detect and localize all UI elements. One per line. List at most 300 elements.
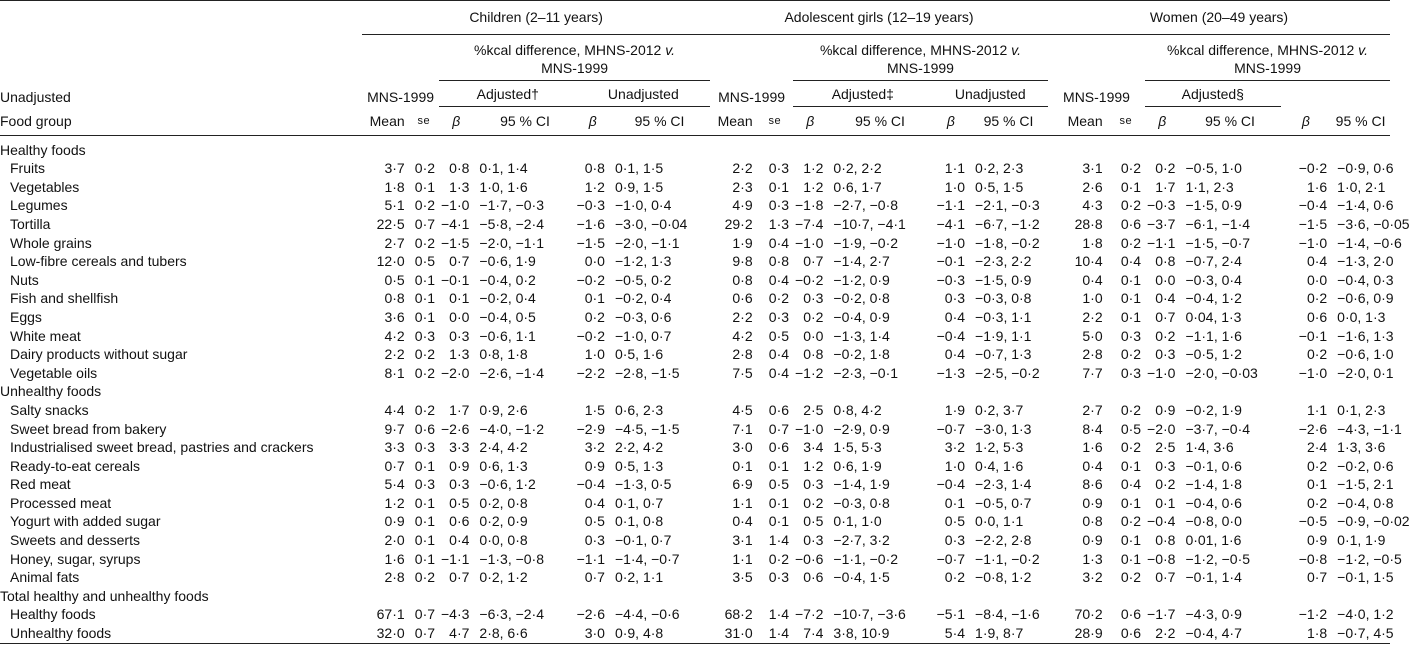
table-cell: 3·0 <box>584 625 605 642</box>
table-cell: 0·2 <box>1306 290 1328 307</box>
table-cell: 3·3 <box>449 439 470 456</box>
food-group-name: Sweet bread from bakery <box>10 420 167 437</box>
table-cell: −1·1, −0·2 <box>833 550 899 567</box>
table-cell: 1·0 <box>584 346 605 363</box>
table-cell: 0·6 <box>414 420 436 437</box>
table-cell: 68·2 <box>724 606 753 623</box>
table-cell: 0·2 <box>1120 401 1142 418</box>
table-cell: −1·2, 1·3 <box>614 253 672 270</box>
table-cell: 0·2 <box>1155 476 1176 493</box>
table-cell: −4·0, 1·2 <box>1337 606 1394 623</box>
table-cell: 1·1 <box>1306 401 1328 418</box>
table-cell: 0·9, 4·8 <box>614 625 664 642</box>
mean-header: Mean <box>369 113 405 130</box>
table-cell: −1·1, −0·2 <box>975 550 1040 567</box>
table-cell: 0·1 <box>768 178 790 195</box>
table-cell: 0·1 <box>1120 308 1142 325</box>
table-cell: 0·2 <box>1120 569 1142 586</box>
table-cell: −1·0 <box>1298 234 1328 251</box>
table-cell: 2·2 <box>1082 308 1103 325</box>
table-cell: 1·3 <box>1082 550 1103 567</box>
table-row <box>0 457 1390 476</box>
table-cell: −0·5, 0·2 <box>614 271 672 288</box>
table-cell: −1·9, −0·2 <box>833 234 899 251</box>
table-cell: 0·4 <box>1306 253 1328 270</box>
table-cell: 1·9 <box>944 401 966 418</box>
table-cell: 3·4 <box>803 439 824 456</box>
section-title: Total healthy and unhealthy foods <box>0 587 209 604</box>
food-group-name: Dairy products without sugar <box>10 346 188 363</box>
table-cell: 0·7 <box>1306 569 1328 586</box>
table-cell: 2·5 <box>1155 439 1176 456</box>
table-cell: 1·0 <box>1082 290 1103 307</box>
table-cell: 0·6 <box>768 439 790 456</box>
table-cell: 0·1 <box>414 290 436 307</box>
table-row <box>0 271 1390 290</box>
table-cell: 0·1 <box>1120 457 1142 474</box>
table-cell: −2·0, −1·1 <box>614 234 680 251</box>
mns-children: MNS-1999 <box>367 89 435 106</box>
se-header: se <box>1119 115 1133 128</box>
table-cell: 10·4 <box>1074 253 1103 270</box>
table-cell: 0·7 <box>414 215 436 232</box>
table-cell: 0·2 <box>584 308 605 325</box>
table-cell: 0·1 <box>1120 494 1142 511</box>
table-cell: −6·3, −2·4 <box>479 606 545 623</box>
table-cell: −2·0 <box>440 364 470 381</box>
table-cell: 0·1 <box>768 513 790 530</box>
table-cell: 0·1, 1·0 <box>833 513 882 530</box>
table-cell: −0·4 <box>936 327 966 344</box>
table-cell: 0·04, 1·3 <box>1185 308 1242 325</box>
mean-header: Mean <box>717 113 753 130</box>
table-cell: 0·9 <box>1155 401 1176 418</box>
table-cell: −2·6 <box>1298 420 1328 437</box>
table-cell: −2·7, −0·8 <box>833 197 899 214</box>
table-cell: 0·1 <box>1120 290 1142 307</box>
table-cell: −6·1, −1·4 <box>1185 215 1251 232</box>
table-cell: 0·1 <box>414 457 436 474</box>
table-cell: 1·4 <box>768 625 790 642</box>
table-cell: 0·1, 0·8 <box>614 513 664 530</box>
table-cell: 1·3 <box>768 215 790 232</box>
table-cell: 0·5 <box>384 271 405 288</box>
table-cell: −4·0, −1·2 <box>479 420 545 437</box>
table-cell: −2·6 <box>440 420 470 437</box>
table-row <box>0 605 1390 624</box>
table-cell: −0·1, 0·6 <box>1185 457 1242 474</box>
table-cell: 0·1 <box>414 308 436 325</box>
table-cell: −0·2, 0·6 <box>1337 457 1394 474</box>
food-group-name: Sweets and desserts <box>10 532 140 549</box>
table-cell: 0·5, 1·5 <box>975 178 1024 195</box>
table-cell: −1·0 <box>440 197 470 214</box>
table-cell: −1·0 <box>795 420 824 437</box>
table-cell: 5·4 <box>384 476 405 493</box>
table-cell: 0·4 <box>584 494 605 511</box>
table-cell: 0·2 <box>1120 346 1142 363</box>
food-group-name: Legumes <box>10 197 68 214</box>
table-cell: 3·6 <box>384 308 405 325</box>
table-cell: −1·8, −0·2 <box>975 234 1040 251</box>
table-cell: 2·8 <box>732 346 753 363</box>
table-cell: 22·5 <box>376 215 405 232</box>
table-cell: −1·5 <box>440 234 470 251</box>
table-cell: 0·6, 1·9 <box>833 457 882 474</box>
table-cell: 0·8 <box>1082 513 1103 530</box>
table-cell: −1·7, −0·3 <box>479 197 545 214</box>
table-cell: 0·3 <box>1155 346 1176 363</box>
table-cell: 0·1 <box>414 532 436 549</box>
table-cell: 0·2 <box>414 234 436 251</box>
table-cell: 0·2 <box>1120 439 1142 456</box>
table-cell: 0·1 <box>768 494 790 511</box>
table-cell: 0·1 <box>1306 476 1328 493</box>
table-cell: −4·4, −0·6 <box>614 606 680 623</box>
table-cell: −1·7 <box>1147 606 1176 623</box>
table-cell: −1·1 <box>576 550 605 567</box>
table-cell: 0·1 <box>732 457 753 474</box>
table-cell: 3·2 <box>1082 569 1103 586</box>
table-cell: 0·6 <box>1120 215 1142 232</box>
table-cell: 3·0 <box>732 439 753 456</box>
table-cell: −0·6, 1·1 <box>479 327 536 344</box>
table-cell: −0·7, 2·4 <box>1185 253 1242 270</box>
table-cell: 0·6, 1·7 <box>833 178 882 195</box>
table-cell: 0·0 <box>584 253 605 270</box>
table-cell: 0·1 <box>1120 178 1142 195</box>
table-cell: 3·1 <box>1082 160 1103 177</box>
table-cell: 1·5, 5·3 <box>833 439 882 456</box>
table-cell: −4·1 <box>440 215 470 232</box>
table-cell: 0·6 <box>732 290 753 307</box>
table-cell: −2·2 <box>576 364 605 381</box>
table-cell: 0·8 <box>1155 532 1176 549</box>
table-cell: 0·6, 1·3 <box>479 457 528 474</box>
table-cell: 0·6 <box>1120 625 1142 642</box>
table-cell: 7·5 <box>732 364 753 381</box>
table-cell: −0·7, 4·5 <box>1337 625 1394 642</box>
table-cell: −1·1, 1·6 <box>1185 327 1242 344</box>
table-cell: −1·4, 1·8 <box>1185 476 1242 493</box>
table-cell: −6·7, −1·2 <box>975 215 1040 232</box>
table-cell: 0·6 <box>1120 606 1142 623</box>
ci-header: 95 % CI <box>855 113 905 130</box>
table-cell: −0·2 <box>1298 160 1328 177</box>
table-cell: −0·7, 1·3 <box>975 346 1032 363</box>
table-body <box>0 135 1410 643</box>
adjusted-children: Adjusted† <box>439 81 577 107</box>
table-cell: −1·0 <box>1298 364 1328 381</box>
kcal-diff-adolescent: %kcal difference, MHNS-2012 v. MNS-1999 <box>793 35 1048 81</box>
food-group-name: White meat <box>10 327 81 344</box>
group-adolescent-header: Adolescent girls (12–19 years) <box>710 1 1048 35</box>
table-cell: −1·3, 1·4 <box>833 327 890 344</box>
table-cell: −3·0, −0·04 <box>614 215 688 232</box>
table-cell: −0·1, 1·4 <box>1185 569 1242 586</box>
table-cell: −0·2, 0·8 <box>833 290 890 307</box>
table-cell: 0·4 <box>1120 253 1142 270</box>
table-cell: 0·2 <box>1120 234 1142 251</box>
group-women-header: Women (20–49 years) <box>1048 1 1390 35</box>
table-cell: 2·5 <box>803 401 824 418</box>
table-cell: −2·0, −1·1 <box>479 234 545 251</box>
table-cell: −1·4, −0·6 <box>1337 234 1402 251</box>
table-cell: 1·1 <box>944 160 966 177</box>
table-cell: 0·8 <box>1155 253 1176 270</box>
table-cell: 4·5 <box>732 401 753 418</box>
table-cell: 0·5 <box>768 327 790 344</box>
table-cell: 0·8 <box>768 253 790 270</box>
table-row <box>0 289 1390 308</box>
food-group-name: Nuts <box>10 271 39 288</box>
table-cell: 1·1, 2·3 <box>1185 178 1234 195</box>
table-cell: 0·8 <box>449 160 470 177</box>
table-row <box>0 531 1390 550</box>
table-cell: 1·0, 2·1 <box>1337 178 1386 195</box>
table-cell: 0·1, 1·4 <box>479 160 528 177</box>
table-cell: −0·6 <box>795 550 824 567</box>
table-cell: −1·3, 0·5 <box>614 476 672 493</box>
table-cell: −1·9, 1·1 <box>975 327 1032 344</box>
table-cell: 0·3 <box>803 290 824 307</box>
table-cell: −1·2 <box>795 364 824 381</box>
table-cell: 0·5 <box>803 513 824 530</box>
table-cell: 3·1 <box>732 532 753 549</box>
table-cell: 0·6 <box>449 513 470 530</box>
table-cell: 2·3 <box>732 178 753 195</box>
table-cell: −2·6, −1·4 <box>479 364 545 381</box>
table-cell: 1·0 <box>944 178 966 195</box>
table-cell: −2·6 <box>576 606 605 623</box>
table-cell: −1·6 <box>576 215 605 232</box>
table-cell: 1·7 <box>449 401 470 418</box>
table-cell: −0·4 <box>1298 197 1328 214</box>
table-cell: 0·4 <box>768 234 790 251</box>
table-cell: 0·0 <box>1306 271 1328 288</box>
table-cell: 0·1 <box>414 494 436 511</box>
table-cell: −2·0 <box>1147 420 1176 437</box>
table-cell: −2·8, −1·5 <box>614 364 680 381</box>
table-cell: 1·4 <box>768 532 790 549</box>
kcal-diff-women: %kcal difference, MHNS-2012 v. MNS-1999 <box>1145 35 1390 81</box>
table-cell: −1·0 <box>936 234 966 251</box>
table-cell: 0·9 <box>384 513 405 530</box>
table-cell: −0·3, 0·8 <box>975 290 1032 307</box>
table-cell: 0·5 <box>449 494 470 511</box>
table-cell: −0·2 <box>576 271 605 288</box>
table-cell: −0·1 <box>1298 327 1328 344</box>
table-cell: 5·1 <box>384 197 405 214</box>
table-cell: −0·7 <box>936 550 966 567</box>
table-cell: −1·4, 0·6 <box>1337 197 1394 214</box>
table-cell: 2·4, 4·2 <box>479 439 528 456</box>
table-cell: 28·8 <box>1074 215 1103 232</box>
table-cell: −0·9, −0·02 <box>1337 513 1410 530</box>
table-cell: 0·3 <box>449 476 470 493</box>
table-cell: 1·8 <box>1306 625 1328 642</box>
table-cell: −1·2 <box>1298 606 1328 623</box>
table-cell: 0·4 <box>1155 290 1176 307</box>
se-header: se <box>417 115 431 128</box>
table-cell: 9·8 <box>732 253 753 270</box>
table-cell: −0·6, 0·9 <box>1337 290 1394 307</box>
beta-header: β <box>588 113 597 130</box>
table-cell: 1·2, 5·3 <box>975 439 1024 456</box>
table-cell: 1·1 <box>732 494 753 511</box>
table-cell: 1·3, 3·6 <box>1337 439 1386 456</box>
table-cell: 0·7 <box>414 606 436 623</box>
table-cell: −1·3, 2·0 <box>1337 253 1394 270</box>
table-cell: 1·3 <box>449 346 470 363</box>
table-cell: −0·8 <box>1298 550 1328 567</box>
table-cell: 0·3 <box>584 532 605 549</box>
table-cell: −0·6, 1·0 <box>1337 346 1394 363</box>
table-cell: 1·1 <box>732 550 753 567</box>
table-cell: 0·9 <box>449 457 470 474</box>
table-cell: 0·2 <box>414 160 436 177</box>
food-group-name: Low-fibre cereals and tubers <box>10 253 187 270</box>
table-cell: −0·5, 0·7 <box>975 494 1032 511</box>
table-cell: −0·4 <box>1147 513 1176 530</box>
table-cell: 0·8, 4·2 <box>833 401 882 418</box>
table-cell: 2·7 <box>1082 401 1103 418</box>
table-cell: 5·4 <box>944 625 966 642</box>
table-cell: 1·9 <box>732 234 753 251</box>
table-cell: 2·0 <box>384 532 405 549</box>
table-cell: 0·1 <box>1120 532 1142 549</box>
table-cell: 9·7 <box>384 420 405 437</box>
table-cell: −4·3, 0·9 <box>1185 606 1242 623</box>
adjusted-women: Adjusted§ <box>1145 81 1281 107</box>
table-cell: 0·7 <box>584 569 605 586</box>
table-cell: 0·1, 2·3 <box>1337 401 1386 418</box>
table-cell: 0·9 <box>1082 494 1103 511</box>
table-cell: −3·7, −0·4 <box>1185 420 1251 437</box>
table-cell: −1·0 <box>1147 364 1176 381</box>
table-row <box>0 196 1390 215</box>
table-cell: 0·4 <box>768 364 790 381</box>
table-cell: 0·1 <box>1155 494 1176 511</box>
kcal-diff-children: %kcal difference, MHNS-2012 v. MNS-1999 <box>439 35 710 81</box>
table-cell: 0·4 <box>732 513 753 530</box>
se-header: se <box>768 115 782 128</box>
table-cell: −2·5, −0·2 <box>975 364 1040 381</box>
ci-header: 95 % CI <box>983 113 1034 130</box>
ci-header: 95 % CI <box>500 113 550 130</box>
table-cell: 0·6 <box>803 569 824 586</box>
table-cell: 1·2 <box>384 494 405 511</box>
table-cell: 0·7 <box>1155 569 1176 586</box>
table-cell: 31·0 <box>724 625 753 642</box>
beta-header: β <box>452 113 461 130</box>
table-cell: −1·2, −0·5 <box>1337 550 1402 567</box>
table-cell: −2·0, −0·03 <box>1185 364 1258 381</box>
table-cell: −0·6, 1·9 <box>479 253 536 270</box>
table-cell: 0·2 <box>414 346 436 363</box>
table-cell: 2·2 <box>1155 625 1176 642</box>
table-cell: −2·9 <box>576 420 605 437</box>
table-cell: −0·3 <box>1147 197 1176 214</box>
table-cell: 2·2, 4·2 <box>614 439 664 456</box>
table-cell: −7·2 <box>795 606 824 623</box>
table-cell: 0·1 <box>414 178 436 195</box>
table-cell: 0·3 <box>944 290 966 307</box>
table-cell: −2·3, 2·2 <box>975 253 1032 270</box>
table-cell: 0·3 <box>768 308 790 325</box>
table-cell: 1·6 <box>384 550 405 567</box>
table-row <box>0 568 1390 587</box>
table-cell: 0·1 <box>944 494 966 511</box>
table-cell: 2·4 <box>1306 439 1328 456</box>
table-cell: 0·5 <box>768 476 790 493</box>
table-cell: −1·4, −0·7 <box>614 550 680 567</box>
table-cell: 0·2 <box>1120 513 1142 530</box>
table-cell: 0·2, 0·9 <box>479 513 528 530</box>
table-cell: −0·4, 1·5 <box>833 569 890 586</box>
table-cell: −0·4, 0·3 <box>1337 271 1394 288</box>
mean-header: Mean <box>1067 113 1103 130</box>
table-cell: −10·7, −4·1 <box>833 215 906 232</box>
table-cell: −10·7, −3·6 <box>833 606 906 623</box>
table-cell: 2·8 <box>1082 346 1103 363</box>
beta-header: β <box>1301 113 1310 130</box>
table-cell: −1·0 <box>795 234 824 251</box>
table-cell: 0·2 <box>1306 346 1328 363</box>
table-cell: 0·7 <box>1155 308 1176 325</box>
food-group-name: Eggs <box>10 308 42 325</box>
table-cell: −0·2, 0·4 <box>479 290 536 307</box>
table-cell: 0·1 <box>1120 550 1142 567</box>
table-cell: −0·8, 1·2 <box>975 569 1032 586</box>
table-cell: −7·4 <box>795 215 824 232</box>
table-cell: −0·4 <box>936 476 966 493</box>
table-cell: 1·2 <box>803 457 824 474</box>
table-cell: 0·3 <box>414 476 436 493</box>
table-cell: 0·3 <box>1120 364 1142 381</box>
food-group-name: Red meat <box>10 476 71 493</box>
food-group-name: Processed meat <box>10 494 112 511</box>
table-cell: −0·4, 0·8 <box>1337 494 1394 511</box>
table-cell: 0·1 <box>1120 271 1142 288</box>
table-cell: 0·2 <box>414 197 436 214</box>
table-cell: 7·4 <box>803 625 824 642</box>
table-cell: −0·4, 0·9 <box>833 308 890 325</box>
table-cell: 3·5 <box>732 569 753 586</box>
table-cell: 0·3 <box>414 439 436 456</box>
table-row <box>0 494 1390 513</box>
table-cell: 1·5 <box>584 401 605 418</box>
unadjusted-children: Unadjusted <box>577 81 711 107</box>
table-cell: 0·8 <box>803 346 824 363</box>
table-row <box>0 327 1390 346</box>
table-cell: 0·0 <box>449 308 470 325</box>
food-group-name: Ready-to-eat cereals <box>10 457 140 474</box>
table-cell: 0·4 <box>768 346 790 363</box>
table-cell: −1·5, 0·9 <box>1185 197 1242 214</box>
table-cell: 0·5 <box>414 253 436 270</box>
table-cell: −0·3, 0·8 <box>833 494 890 511</box>
table-cell: 7·1 <box>732 420 753 437</box>
table-cell: 4·3 <box>1082 197 1103 214</box>
table-cell: 0·2, 2·3 <box>975 160 1024 177</box>
table-cell: 0·3 <box>449 327 470 344</box>
table-cell: 0·4 <box>1082 457 1103 474</box>
table-cell: 12·0 <box>376 253 405 270</box>
table-cell: −0·5 <box>1298 513 1328 530</box>
table-cell: 0·2 <box>768 550 790 567</box>
table-cell: 0·4 <box>768 271 790 288</box>
